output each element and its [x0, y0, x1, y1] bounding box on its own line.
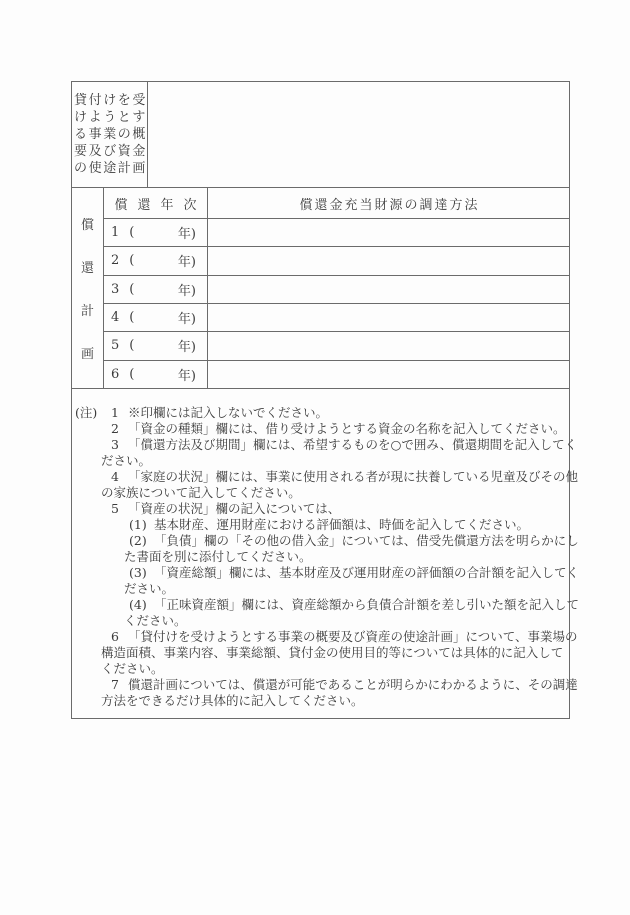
repayment-row — [104, 331, 569, 359]
note-sub-number: (3) — [129, 565, 147, 580]
note-line — [72, 485, 569, 501]
note-text: 「正味資産額」欄には、資産総額から負債合計額を差し引いた額を記入して — [154, 597, 580, 612]
year-suffix: 年) — [177, 283, 196, 299]
note-text: ださい。 — [124, 581, 175, 596]
open-paren: ( — [129, 281, 135, 297]
note-text: ください。 — [101, 661, 164, 676]
note-text: 償還計画については、償還が可能であることが明らかにわかるように、その調達 — [128, 677, 578, 692]
year-suffix: 年) — [177, 340, 196, 356]
method-entry-cell — [208, 247, 569, 274]
method-entry-cell — [208, 276, 569, 303]
label-line: の使途計画 — [74, 161, 148, 176]
note-text: 「負債」欄の「その他の借入金」については、借受先償還方法を明らかにし — [154, 533, 579, 548]
note-line — [72, 597, 580, 613]
note-text: ください。 — [124, 613, 187, 628]
repayment-row — [104, 360, 569, 388]
label-line: る事業の概 — [74, 127, 148, 142]
repayment-row — [104, 275, 569, 303]
repayment-row — [104, 246, 569, 274]
note-number: 6 — [111, 629, 119, 644]
note-text: 構造面積、事業内容、事業総額、貸付金の使用目的等については具体的に記入して — [101, 645, 564, 660]
side-label-char: 計 — [80, 304, 94, 319]
note-sub-number: (4) — [129, 597, 147, 612]
note-text: 「資金の種類」欄には、借り受けようとする資金の名称を記入してください。 — [128, 421, 566, 436]
note-text: 基本財産、運用財産における評価額は、時価を記入してください。 — [154, 517, 530, 532]
year-cell — [104, 304, 208, 331]
method-entry-cell — [208, 332, 569, 359]
year-cell — [104, 276, 208, 303]
label-line: けようとす — [74, 110, 148, 125]
year-suffix: 年) — [177, 312, 196, 328]
note-line — [72, 421, 569, 437]
side-label-char: 画 — [80, 347, 94, 362]
note-line — [72, 501, 569, 517]
repayment-plan-side-label — [72, 188, 104, 388]
year-cell — [104, 247, 208, 274]
note-number: 7 — [111, 677, 119, 692]
note-text: た書面を別に添付してください。 — [124, 549, 312, 564]
note-line — [72, 565, 580, 581]
row-number: 1 — [111, 225, 120, 241]
note-text: 「資産総額」欄には、基本財産及び運用財産の評価額の合計額を記入してく — [154, 565, 580, 580]
note-line — [72, 581, 569, 597]
repayment-row — [104, 303, 569, 331]
note-text: 「貸付けを受けようとする事業の概要及び資産の使途計画」について、事業場の — [128, 629, 578, 644]
note-number: 1 — [111, 405, 119, 420]
note-text: 「償還方法及び期間」欄には、希望するものを○で囲み、償還期間を記入してく — [128, 437, 578, 452]
note-number: 4 — [111, 469, 119, 484]
row-number: 5 — [111, 338, 120, 354]
business-overview-section — [72, 82, 569, 188]
method-entry-cell — [208, 361, 569, 388]
row-number: 2 — [111, 253, 120, 269]
note-line — [72, 405, 569, 421]
business-overview-entry-cell — [148, 82, 569, 187]
note-line — [72, 645, 569, 661]
note-line — [72, 517, 569, 533]
notes-section — [72, 389, 580, 718]
method-entry-cell — [208, 304, 569, 331]
side-label-char: 償 — [80, 218, 94, 233]
label-line: 要及び資金 — [74, 144, 148, 159]
open-paren: ( — [129, 225, 135, 241]
note-number: 3 — [111, 437, 119, 452]
row-number: 3 — [111, 281, 120, 297]
note-number: 5 — [111, 501, 119, 516]
note-line — [72, 629, 578, 645]
method-entry-cell — [208, 219, 569, 246]
repayment-plan-section — [72, 188, 569, 389]
row-number: 4 — [111, 310, 120, 326]
open-paren: ( — [129, 310, 135, 326]
open-paren: ( — [129, 338, 135, 354]
note-line — [72, 549, 569, 565]
year-cell — [104, 332, 208, 359]
year-cell — [104, 219, 208, 246]
note-sub-number: (2) — [129, 533, 147, 548]
note-line — [72, 677, 578, 693]
note-line — [72, 533, 579, 549]
header-funding-method: 償還金充当財源の調達方法 — [299, 197, 480, 213]
side-label-char: 還 — [80, 261, 94, 276]
open-paren: ( — [129, 253, 135, 269]
notes-caption: (注) — [75, 405, 98, 420]
note-number: 2 — [111, 421, 119, 436]
year-suffix: 年) — [177, 227, 196, 243]
year-suffix: 年) — [177, 255, 196, 271]
open-paren: ( — [129, 366, 135, 382]
year-suffix: 年) — [177, 368, 196, 384]
note-text: ださい。 — [101, 453, 152, 468]
note-text: ※印欄には記入しないでください。 — [128, 405, 329, 420]
note-line — [72, 453, 569, 469]
repayment-row — [104, 218, 569, 246]
note-line — [72, 437, 578, 453]
note-line — [72, 469, 579, 485]
note-text: 方法をできるだけ具体的に記入してください。 — [101, 693, 364, 708]
year-cell — [104, 361, 208, 388]
label-line: 貸付けを受 — [74, 93, 148, 108]
row-number: 6 — [111, 366, 120, 382]
note-sub-number: (1) — [129, 517, 147, 532]
loan-form-table — [71, 81, 580, 719]
note-text: の家族について記入してください。 — [101, 485, 301, 500]
note-line — [72, 693, 569, 709]
repayment-rows — [104, 188, 569, 388]
header-repayment-year: 償還年次 — [104, 188, 208, 218]
note-text: 「資産の状況」欄の記入については、 — [128, 501, 341, 516]
note-line — [72, 613, 569, 629]
note-line — [72, 661, 569, 677]
note-text: 「家庭の状況」欄には、事業に使用される者が現に扶養している児童及びその他 — [128, 469, 579, 484]
repayment-header-row — [104, 188, 569, 218]
business-overview-label — [72, 82, 148, 187]
